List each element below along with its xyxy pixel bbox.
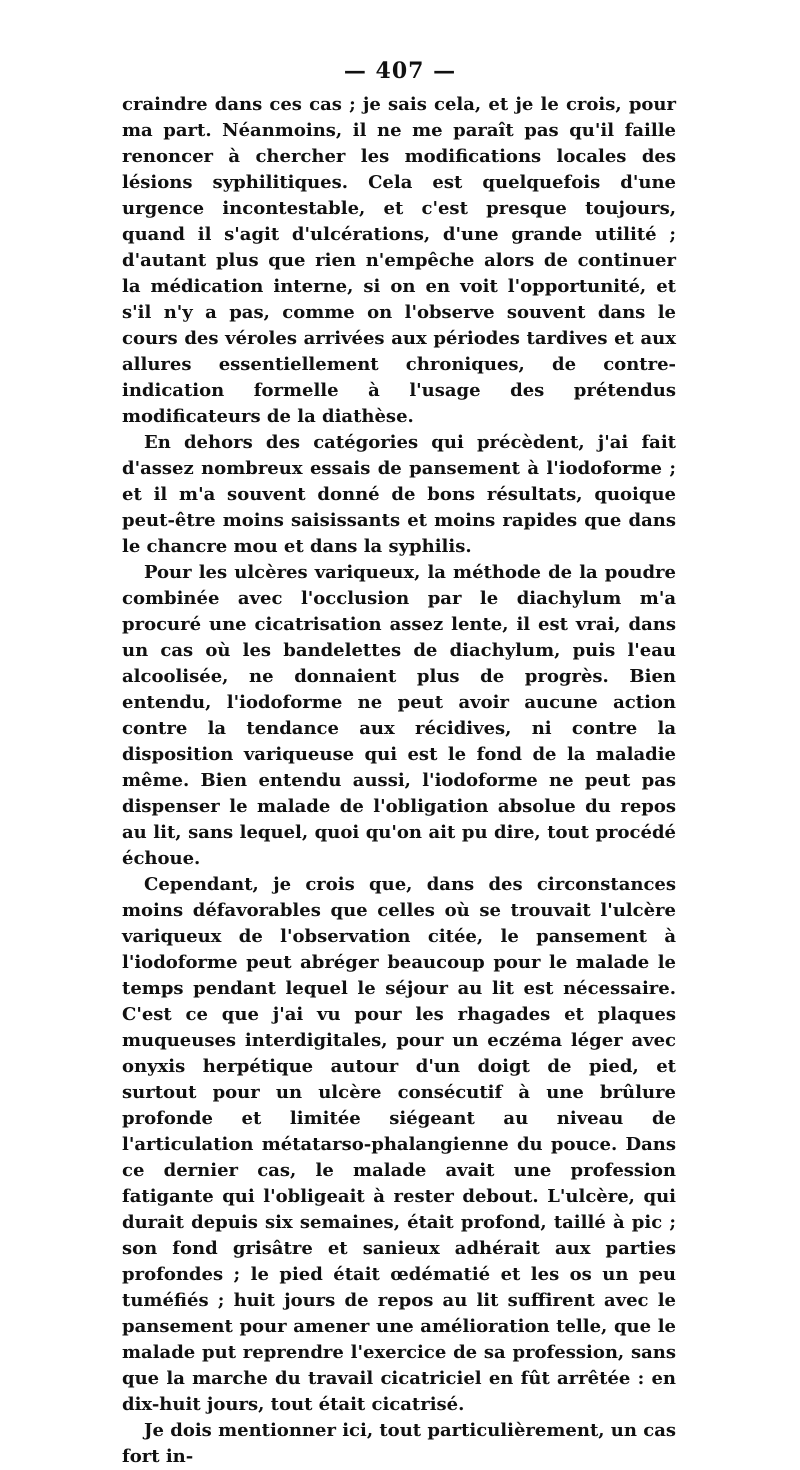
- paragraph-1: craindre dans ces cas ; je sais cela, et je le crois, pour ma part. Néanmoins, il ne me paraît pas qu'il faille renoncer à chercher les modifications locales des lésions syphilitiques. Cela est quelquefois d'une urgence incontestable, et c'est presque toujours, quand il s'agit d'ulcérations, d'une grande utilité ; d'autant plus que rien n'empêche alors de continuer la médication interne, si on en voit l'opportunité, et s'il n'y a pas, comme on l'observe souvent dans le cours des véroles arrivées aux périodes tardives et aux allures essentiellement chroniques, de contre-indication formelle à l'usage des prétendus modificateurs de la diathèse.: [122, 94, 676, 427]
- body-text: [122, 92, 676, 1470]
- paragraph-2: En dehors des catégories qui précèdent, j'ai fait d'assez nombreux essais de pansement à l'iodoforme ; et il m'a souvent donné de bons résultats, quoique peut-être moins saisissants et moins rapides que dans le chancre mou et dans la syphilis.: [122, 432, 676, 557]
- page-number-header: — 407 —: [343, 58, 457, 84]
- paragraph-4: Cependant, je crois que, dans des circonstances moins défavorables que celles où se trouvait l'ulcère variqueux de l'observation citée, le pansement à l'iodoforme peut abréger beaucoup pour le malade le temps pendant lequel le séjour au lit est nécessaire. C'est ce que j'ai vu pour les rhagades et plaques muqueuses interdigitales, pour un eczéma léger avec onyxis herpétique autour d'un doigt de pied, et surtout pour un ulcère consécutif à une brûlure profonde et limitée siégeant au niveau de l'articulation métatarso-phalangienne du pouce. Dans ce dernier cas, le malade avait une profession fatigante qui l'obligeait à rester debout. L'ulcère, qui durait depuis six semaines, était profond, taillé à pic ; son fond grisâtre et sanieux adhérait aux parties profondes ; le pied était œdématié et les os un peu tuméfiés ; huit jours de repos au lit suffirent avec le pansement pour amener une amélioration telle, que le malade put reprendre l'exercice de sa profession, sans que la marche du travail cicatriciel en fût arrêtée : en dix-huit jours, tout était cicatrisé.: [122, 874, 676, 1415]
- paragraph-5: Je dois mentionner ici, tout particulièrement, un cas fort in-: [122, 1420, 676, 1467]
- paragraph-3: Pour les ulcères variqueux, la méthode de la poudre combinée avec l'occlusion par le diachylum m'a procuré une cicatrisation assez lente, il est vrai, dans un cas où les bandelettes de diachylum, puis l'eau alcoolisée, ne donnaient plus de progrès. Bien entendu, l'iodoforme ne peut avoir aucune action contre la tendance aux récidives, ni contre la disposition variqueuse qui est le fond de la maladie même. Bien entendu aussi, l'iodoforme ne peut pas dispenser le malade de l'obligation absolue du repos au lit, sans lequel, quoi qu'on ait pu dire, tout procédé échoue.: [122, 562, 676, 869]
